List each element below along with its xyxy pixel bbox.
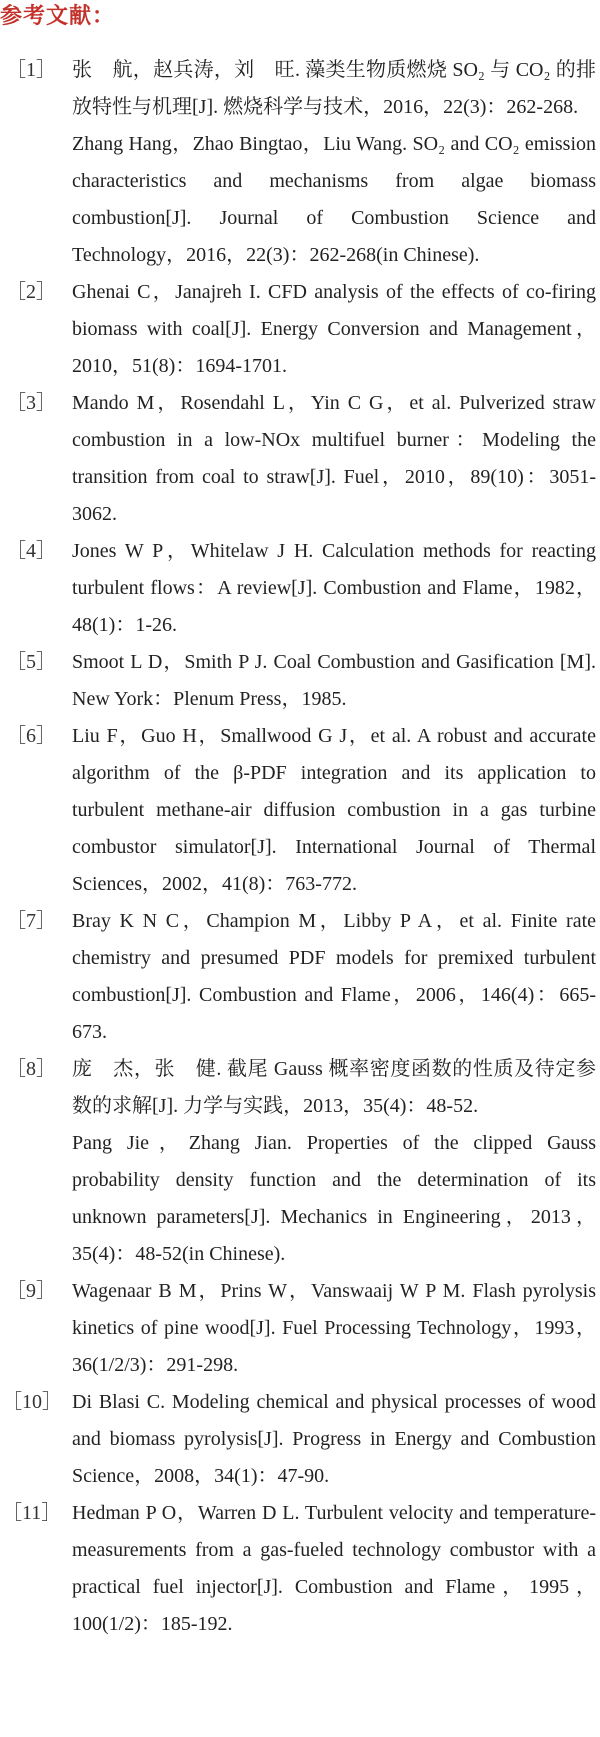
reference-item-1 xyxy=(0,52,600,274)
reference-text: Ghenai C，Janajreh I. CFD analysis of the effects of co-firing biomass with coal[J]. Energy Conversion and Management，2010，51(8)：1694-1701. xyxy=(72,281,596,377)
reference-item-7 xyxy=(0,903,600,1051)
references-heading: 参考文献： xyxy=(0,4,116,29)
reference-text-english: Pang Jie，Zhang Jian. Properties of the clipped Gauss probability density function and the determination of its unknown parameters[J]. Mechanics in Engineering，2013，35(4)：48-52(in Chinese). xyxy=(72,1132,596,1265)
reference-text: Di Blasi C. Modeling chemical and physical processes of wood and biomass pyrolysis[J]. Progress in Energy and Combustion Science，2008，34(1)：47-90. xyxy=(72,1391,596,1487)
reference-item-9 xyxy=(0,1273,600,1384)
reference-item-5 xyxy=(0,644,600,718)
reference-item-6 xyxy=(0,718,600,903)
reference-number: ［4］ xyxy=(6,540,56,562)
reference-number: ［2］ xyxy=(6,281,56,303)
reference-number: ［8］ xyxy=(6,1058,56,1080)
reference-item-2 xyxy=(0,274,600,385)
reference-text-chinese: 庞 杰，张 健. 截尾 Gauss 概率密度函数的性质及待定参数的求解[J]. 力学与实践，2013，35(4)：48-52. xyxy=(72,1058,596,1117)
reference-text: Bray K N C，Champion M，Libby P A，et al. Finite rate chemistry and presumed PDF models for premixed turbulent combustion[J]. Combustion and Flame，2006，146(4)：665-673. xyxy=(72,910,596,1043)
reference-number: ［7］ xyxy=(6,910,56,932)
reference-item-3 xyxy=(0,385,600,533)
reference-text-english: Zhang Hang，Zhao Bingtao，Liu Wang. SO₂ and CO₂ emission characteristics and mechanisms from algae biomass combustion[J]. Journal of Combustion Science and Technology，2016，22(3)：262-268(in Chinese). xyxy=(72,133,596,266)
reference-number: ［5］ xyxy=(6,651,56,673)
reference-number: ［9］ xyxy=(6,1280,56,1302)
reference-text: Smoot L D，Smith P J. Coal Combustion and Gasification [M]. New York：Plenum Press，1985. xyxy=(72,651,596,710)
reference-number: ［11］ xyxy=(2,1502,62,1524)
reference-text: Hedman P O，Warren D L. Turbulent velocity and temperature-measurements from a gas-fueled technology combustor with a practical fuel injector[J]. Combustion and Flame，1995，100(1/2)：185-192. xyxy=(72,1502,596,1635)
reference-number: ［3］ xyxy=(6,392,56,414)
reference-number: ［10］ xyxy=(2,1391,62,1413)
reference-item-8 xyxy=(0,1051,600,1273)
reference-item-11 xyxy=(0,1495,600,1643)
reference-number: ［6］ xyxy=(6,725,56,747)
reference-list xyxy=(0,52,600,1643)
reference-number: ［1］ xyxy=(6,59,56,81)
reference-item-4 xyxy=(0,533,600,644)
reference-text: Jones W P，Whitelaw J H. Calculation methods for reacting turbulent flows：A review[J]. Combustion and Flame，1982，48(1)：1-26. xyxy=(72,540,596,636)
reference-text: Wagenaar B M，Prins W，Vanswaaij W P M. Flash pyrolysis kinetics of pine wood[J]. Fuel Processing Technology，1993，36(1/2/3)：291-298. xyxy=(72,1280,596,1376)
reference-text: Liu F，Guo H，Smallwood G J，et al. A robust and accurate algorithm of the β-PDF integration and its application to turbulent methane-air diffusion combustion in a gas turbine combustor simulator[J]. International Journal of Thermal Sciences，2002，41(8)：763-772. xyxy=(72,725,596,895)
reference-item-10 xyxy=(0,1384,600,1495)
reference-text-chinese: 张 航，赵兵涛，刘 旺. 藻类生物质燃烧 SO₂ 与 CO₂ 的排放特性与机理[J]. 燃烧科学与技术，2016，22(3)：262-268. xyxy=(72,59,596,118)
reference-text: Mando M，Rosendahl L，Yin C G，et al. Pulverized straw combustion in a low-NOx multifuel burner：Modeling the transition from coal to straw[J]. Fuel，2010，89(10)：3051-3062. xyxy=(72,392,596,525)
